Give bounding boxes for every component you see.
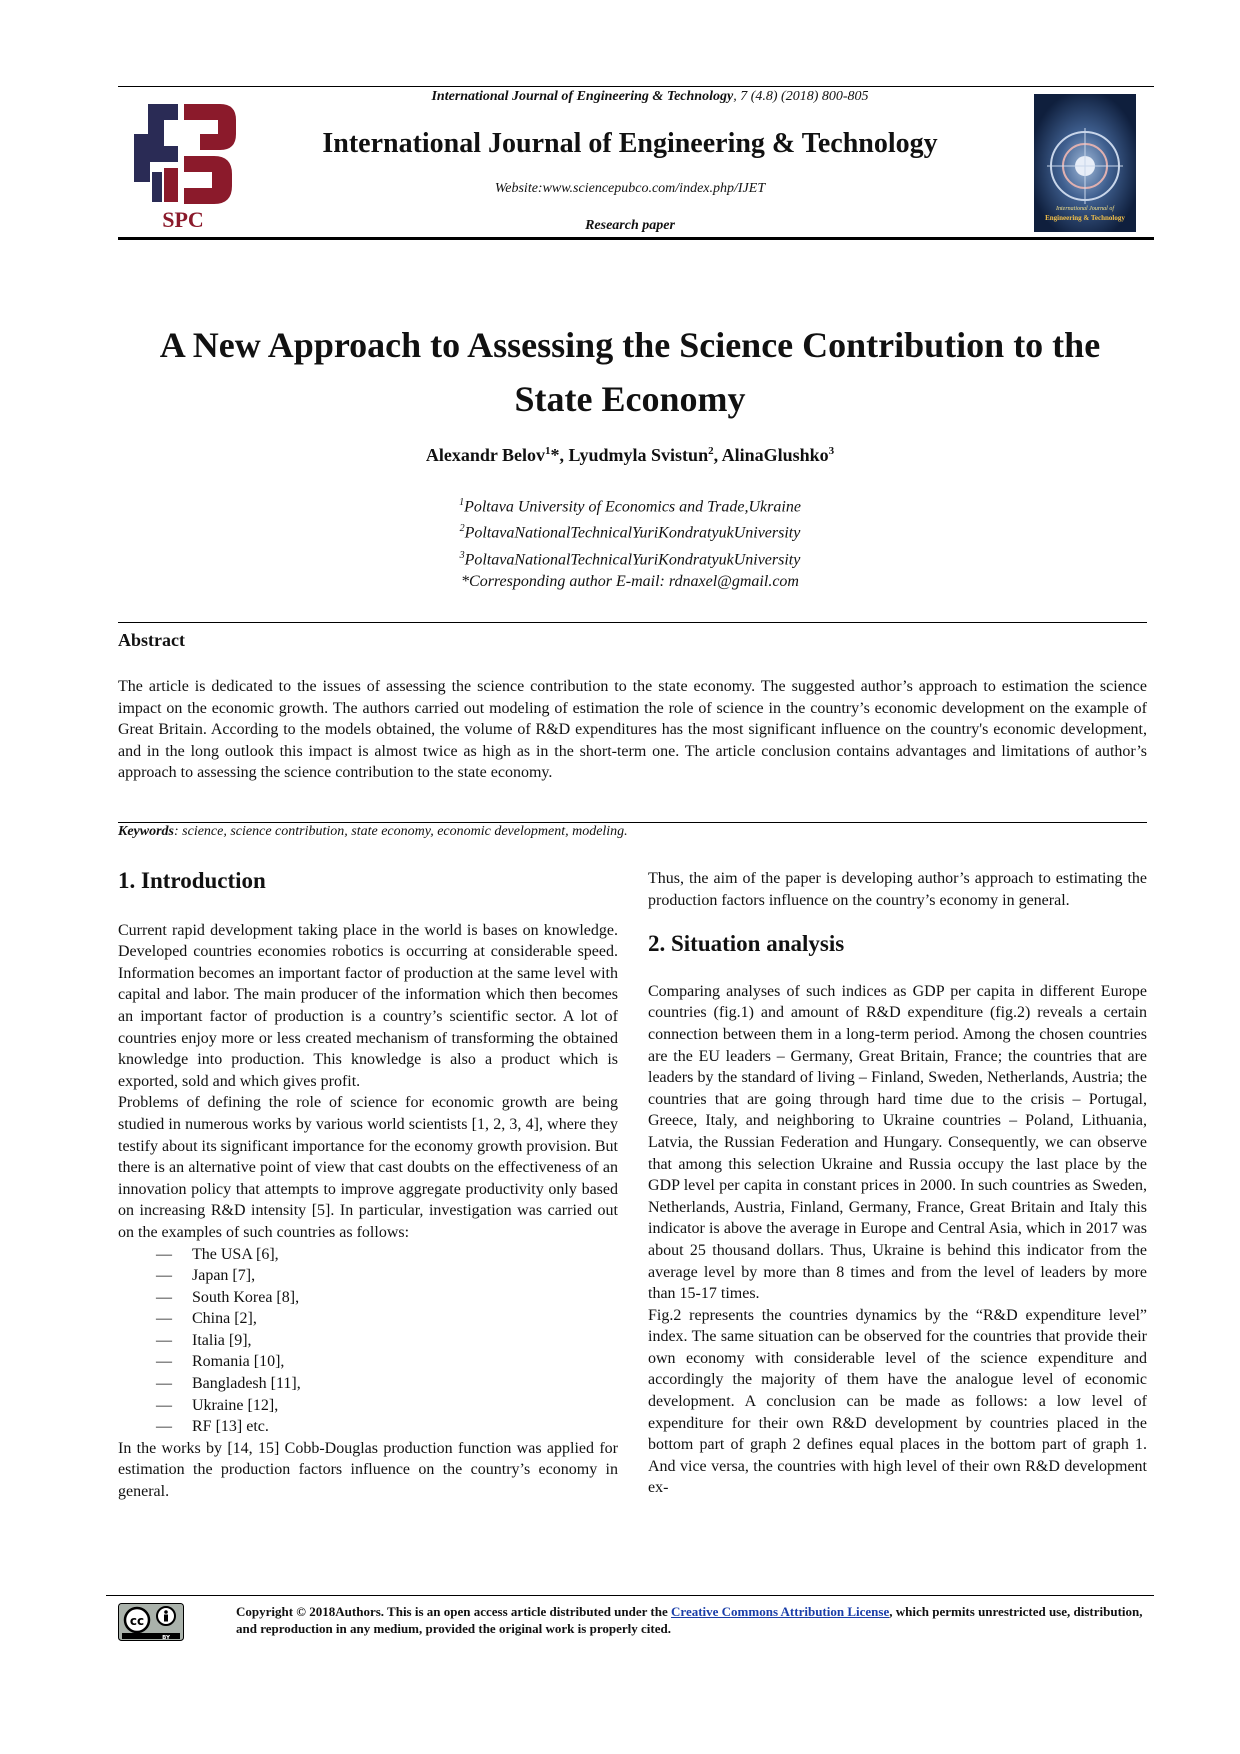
dash-bullet: — xyxy=(156,1310,172,1328)
dash-bullet: — xyxy=(156,1288,172,1306)
title-line-2: State Economy xyxy=(514,379,746,419)
logo-text: SPC xyxy=(162,207,204,232)
section-heading-situation-analysis: 2. Situation analysis xyxy=(648,931,845,957)
footer-rule xyxy=(106,1595,1154,1596)
list-item-text: Ukraine [12], xyxy=(192,1396,279,1414)
journal-citation xyxy=(300,89,1000,105)
intro-paragraph-1: Current rapid development taking place in the world is bases on knowledge. Developed countries economies robotics is occurring at considerable speed. Information becomes an important factor of production at the same level with capital and labor. The main producer of the information which then becomes an important factor of production is a country’s scientific sector. A lot of countries enjoy more or less created mechanism of transforming the obtained knowledge into production. This knowledge is also a product which is exported, sold and which gives profit. xyxy=(118,921,618,1090)
cover-text-2: Engineering & Technology xyxy=(1045,214,1125,222)
cc-label: cc xyxy=(129,1614,145,1628)
analysis-paragraph-2: Fig.2 represents the countries dynamics by the “R&D expenditure level” index. The same situation can be observed for the countries that provide their own economy with considerable level of the science expenditure and accordingly the majority of them have the analogue level of economic development. A conclusion can be made as follows: a low level of expenditure for their own R&D development by countries placed in the bottom part of graph 2 defines equal places in the bottom part of graph 1. And vice versa, the countries with high level of their own R&D development ex- xyxy=(648,1306,1147,1497)
keywords-label: Keywords xyxy=(118,824,174,839)
dash-bullet: — xyxy=(156,1267,172,1285)
header-bottom-rule xyxy=(118,237,1154,240)
affil-text: PoltavaNationalTechnicalYuriKondratyukUniversity xyxy=(464,550,801,568)
list-item-text: South Korea [8], xyxy=(192,1288,300,1306)
paper-type: Research paper xyxy=(585,218,675,233)
author-affil-mark: 2 xyxy=(708,445,714,457)
affil-mark: 2 xyxy=(459,523,465,535)
title-line-1: A New Approach to Assessing the Science Contribution to the xyxy=(159,325,1101,365)
right-column xyxy=(648,868,1147,1499)
author-separator: , xyxy=(713,445,722,465)
list-item xyxy=(118,1265,618,1287)
affil-mark: 3 xyxy=(459,549,465,561)
dash-bullet: — xyxy=(156,1353,172,1371)
list-item-text: Japan [7], xyxy=(192,1267,256,1285)
author-list xyxy=(300,445,960,466)
journal-name: International Journal of Engineering & Technology xyxy=(322,128,938,159)
abstract-heading: Abstract xyxy=(118,630,185,650)
list-item xyxy=(118,1287,618,1309)
affiliations xyxy=(300,492,960,593)
list-item xyxy=(118,1308,618,1330)
journal-website: Website:www.sciencepubco.com/index.php/IJET xyxy=(494,181,766,196)
list-item-text: China [2], xyxy=(192,1310,257,1328)
left-column xyxy=(118,870,618,1503)
copyright-prefix: Copyright © 2018Authors. This is an open access article distributed under the xyxy=(236,1604,672,1619)
list-item xyxy=(118,1373,618,1395)
copyright-notice xyxy=(236,1603,1146,1637)
keywords-text: : science, science contribution, state economy, economic development, modeling. xyxy=(174,824,628,839)
cover-text-1: International Journal of xyxy=(1056,206,1114,212)
abstract-text: The article is dedicated to the issues of assessing the science contribution to the state economy. The suggested author’s approach to estimation the science impact on the economic growth. The authors carried out modeling of estimation the role of science in the country’s economic development on the example of Great Britain. According to the models obtained, the volume of R&D expenditures has the most significant influence on the country's economic development, and in the long outlook this impact is almost twice as high as in the short-term one. The article conclusion contains advantages and limitations of author’s approach to assessing the science contribution to the state economy. xyxy=(118,678,1147,781)
abstract-bottom-rule xyxy=(118,822,1147,823)
list-item-text: The USA [6], xyxy=(192,1245,279,1263)
country-list xyxy=(118,1244,618,1438)
list-item-text: RF [13] etc. xyxy=(192,1418,269,1436)
citation-journal: International Journal of Engineering & Technology xyxy=(431,89,734,104)
aim-paragraph: Thus, the aim of the paper is developing author’s approach to estimating the production factors influence on the country’s economy in general. xyxy=(648,870,1147,909)
author-affil-mark: 3 xyxy=(828,445,835,457)
list-item xyxy=(118,1244,618,1266)
list-item-text: Bangladesh [11], xyxy=(192,1375,301,1393)
license-link[interactable]: Creative Commons Attribution License xyxy=(671,1604,890,1619)
affil-text: PoltavaNationalTechnicalYuriKondratyukUniversity xyxy=(464,524,801,542)
list-item xyxy=(118,1395,618,1417)
affiliation xyxy=(300,492,960,518)
paper-title xyxy=(120,318,1140,426)
dash-bullet: — xyxy=(156,1331,172,1349)
journal-cover-image xyxy=(1034,94,1136,232)
dash-bullet: — xyxy=(156,1375,172,1393)
affil-text: *Corresponding author E-mail: rdnaxel@gmail.com xyxy=(461,572,799,590)
affiliation xyxy=(300,545,960,571)
author-name: Lyudmyla Svistun xyxy=(568,445,709,465)
affil-mark: 1 xyxy=(459,497,465,508)
list-item xyxy=(118,1330,618,1352)
corresponding-author xyxy=(300,571,960,593)
list-item xyxy=(118,1416,618,1438)
affiliation xyxy=(300,518,960,544)
keywords xyxy=(118,824,1147,840)
intro-paragraph-3: In the works by [14, 15] Cobb-Douglas production function was applied for estimation the production factors influence on the country’s economy in general. xyxy=(118,1439,618,1501)
section-heading-introduction: 1. Introduction xyxy=(118,868,266,893)
list-item-text: Romania [10], xyxy=(192,1353,285,1371)
header-top-rule xyxy=(118,86,1154,87)
by-label: BY xyxy=(162,1635,170,1641)
author-affil-mark: 1 xyxy=(545,445,551,457)
author-separator: *, xyxy=(550,445,569,465)
spc-logo xyxy=(124,94,242,232)
author-name: Alexandr Belov xyxy=(425,445,546,465)
dash-bullet: — xyxy=(156,1396,172,1414)
dash-bullet: — xyxy=(156,1245,172,1263)
citation-volume: , 7 (4.8) (2018) 800-805 xyxy=(733,89,869,104)
analysis-paragraph-1: Comparing analyses of such indices as GDP per capita in different Europe countries (fig.1) and amount of R&D expenditure (fig.2) reveals a certain connection between them in a long-term period. Among the chosen countries are the EU leaders – Germany, Great Britain, France; the countries that are leaders by the standard of living – Finland, Sweden, Netherlands, Austria; the countries that are going through hard time due to the crisis – Portugal, Greece, Italy, and neighboring to Ukraine countries – Poland, Lithuania, Latvia, the Russian Federation and Hungary. Consequently, we can observe that among this selection Ukraine and Russia occupy the last place by the GDP level per capita in constant prices in 2000. In such countries as Sweden, Netherlands, Austria, Finland, Germany, France, Great Britain and Italy this indicator is above the average in Europe and Central Asia, which in 2017 was about 25 thousand dollars. Thus, Ukraine is behind this indicator from the average level by more than 8 times and from the level of leaders by more than 15-17 times. xyxy=(648,982,1147,1303)
copyright-suffix: , which permits unrestricted use, distribution, and reproduction in any medium, provided the original work is properly cited. xyxy=(236,1604,1143,1636)
dash-bullet: — xyxy=(156,1418,172,1436)
list-item xyxy=(118,1351,618,1373)
list-item-text: Italia [9], xyxy=(192,1331,252,1349)
author-name: AlinaGlushko xyxy=(721,445,829,465)
intro-paragraph-2: Problems of defining the role of science for economic growth are being studied in numerous works by various world scientists [1, 2, 3, 4], where they testify about its significant importance for the economy growth provision. But there is an alternative point of view that cast doubts on the effectiveness of an innovation policy that attempts to improve aggregate productivity only based on increasing R&D intensity [5]. In particular, investigation was carried out on the examples of such countries as follows: xyxy=(118,1094,618,1241)
affil-text: Poltava University of Economics and Trade,Ukraine xyxy=(464,498,801,516)
cc-by-license-icon[interactable] xyxy=(118,1603,184,1641)
abstract-top-rule xyxy=(118,622,1147,623)
